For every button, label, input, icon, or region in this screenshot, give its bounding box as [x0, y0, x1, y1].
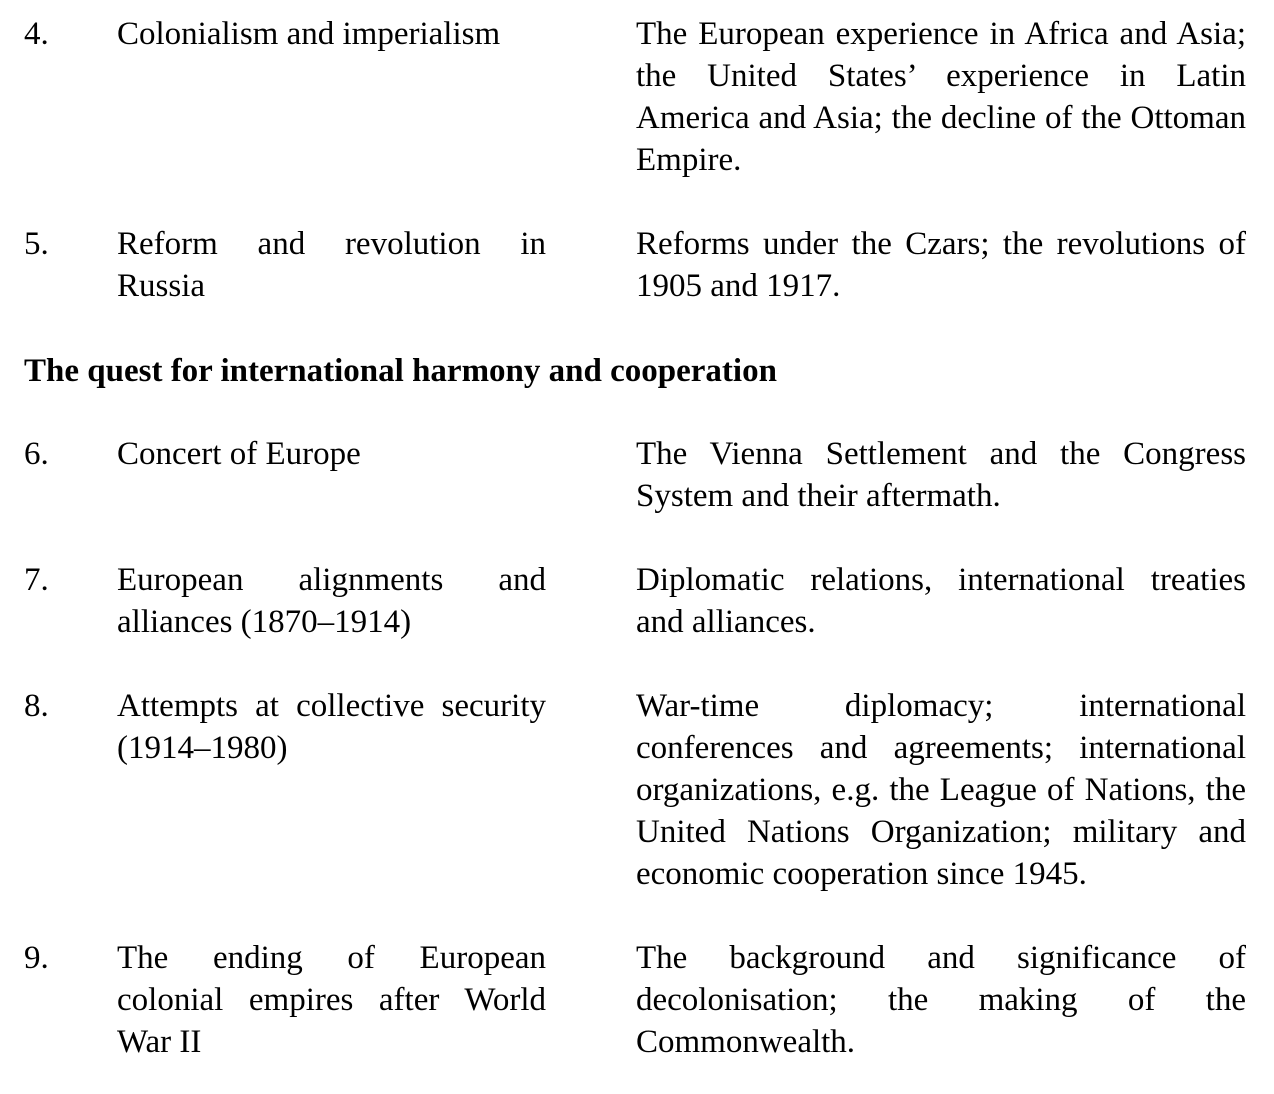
- item-number: 4.: [24, 16, 49, 52]
- item-number: 7.: [24, 562, 49, 598]
- item-description: The European experience in Africa and Asia; the United States’ experience in Latin America and Asia; the decline of the Ottoman Empire.: [636, 16, 1246, 178]
- section-heading: The quest for international harmony and cooperation: [24, 353, 777, 389]
- item-number: 5.: [24, 226, 49, 262]
- item-description: The background and significance of decolonisation; the making of the Commonwealth.: [636, 940, 1246, 1060]
- item-description: War-time diplomacy; international conferences and agreements; international organizations, e.g. the League of Nations, the United Nations Organization; military and economic cooperation since 1945.: [636, 688, 1246, 892]
- item-topic: Attempts at collective security (1914–1980): [117, 688, 546, 766]
- item-number: 9.: [24, 940, 49, 976]
- item-description: Reforms under the Czars; the revolutions of 1905 and 1917.: [636, 226, 1246, 304]
- item-number: 6.: [24, 436, 49, 472]
- item-topic: Reform and revolution in Russia: [117, 226, 546, 304]
- item-number: 8.: [24, 688, 49, 724]
- item-description: Diplomatic relations, international treaties and alliances.: [636, 562, 1246, 640]
- item-topic: Colonialism and imperialism: [117, 16, 501, 52]
- item-description: The Vienna Settlement and the Congress System and their aftermath.: [636, 436, 1246, 514]
- item-topic: European alignments and alliances (1870–1914): [117, 562, 546, 640]
- item-topic: Concert of Europe: [117, 436, 361, 472]
- item-topic: The ending of European colonial empires after World War II: [117, 940, 546, 1060]
